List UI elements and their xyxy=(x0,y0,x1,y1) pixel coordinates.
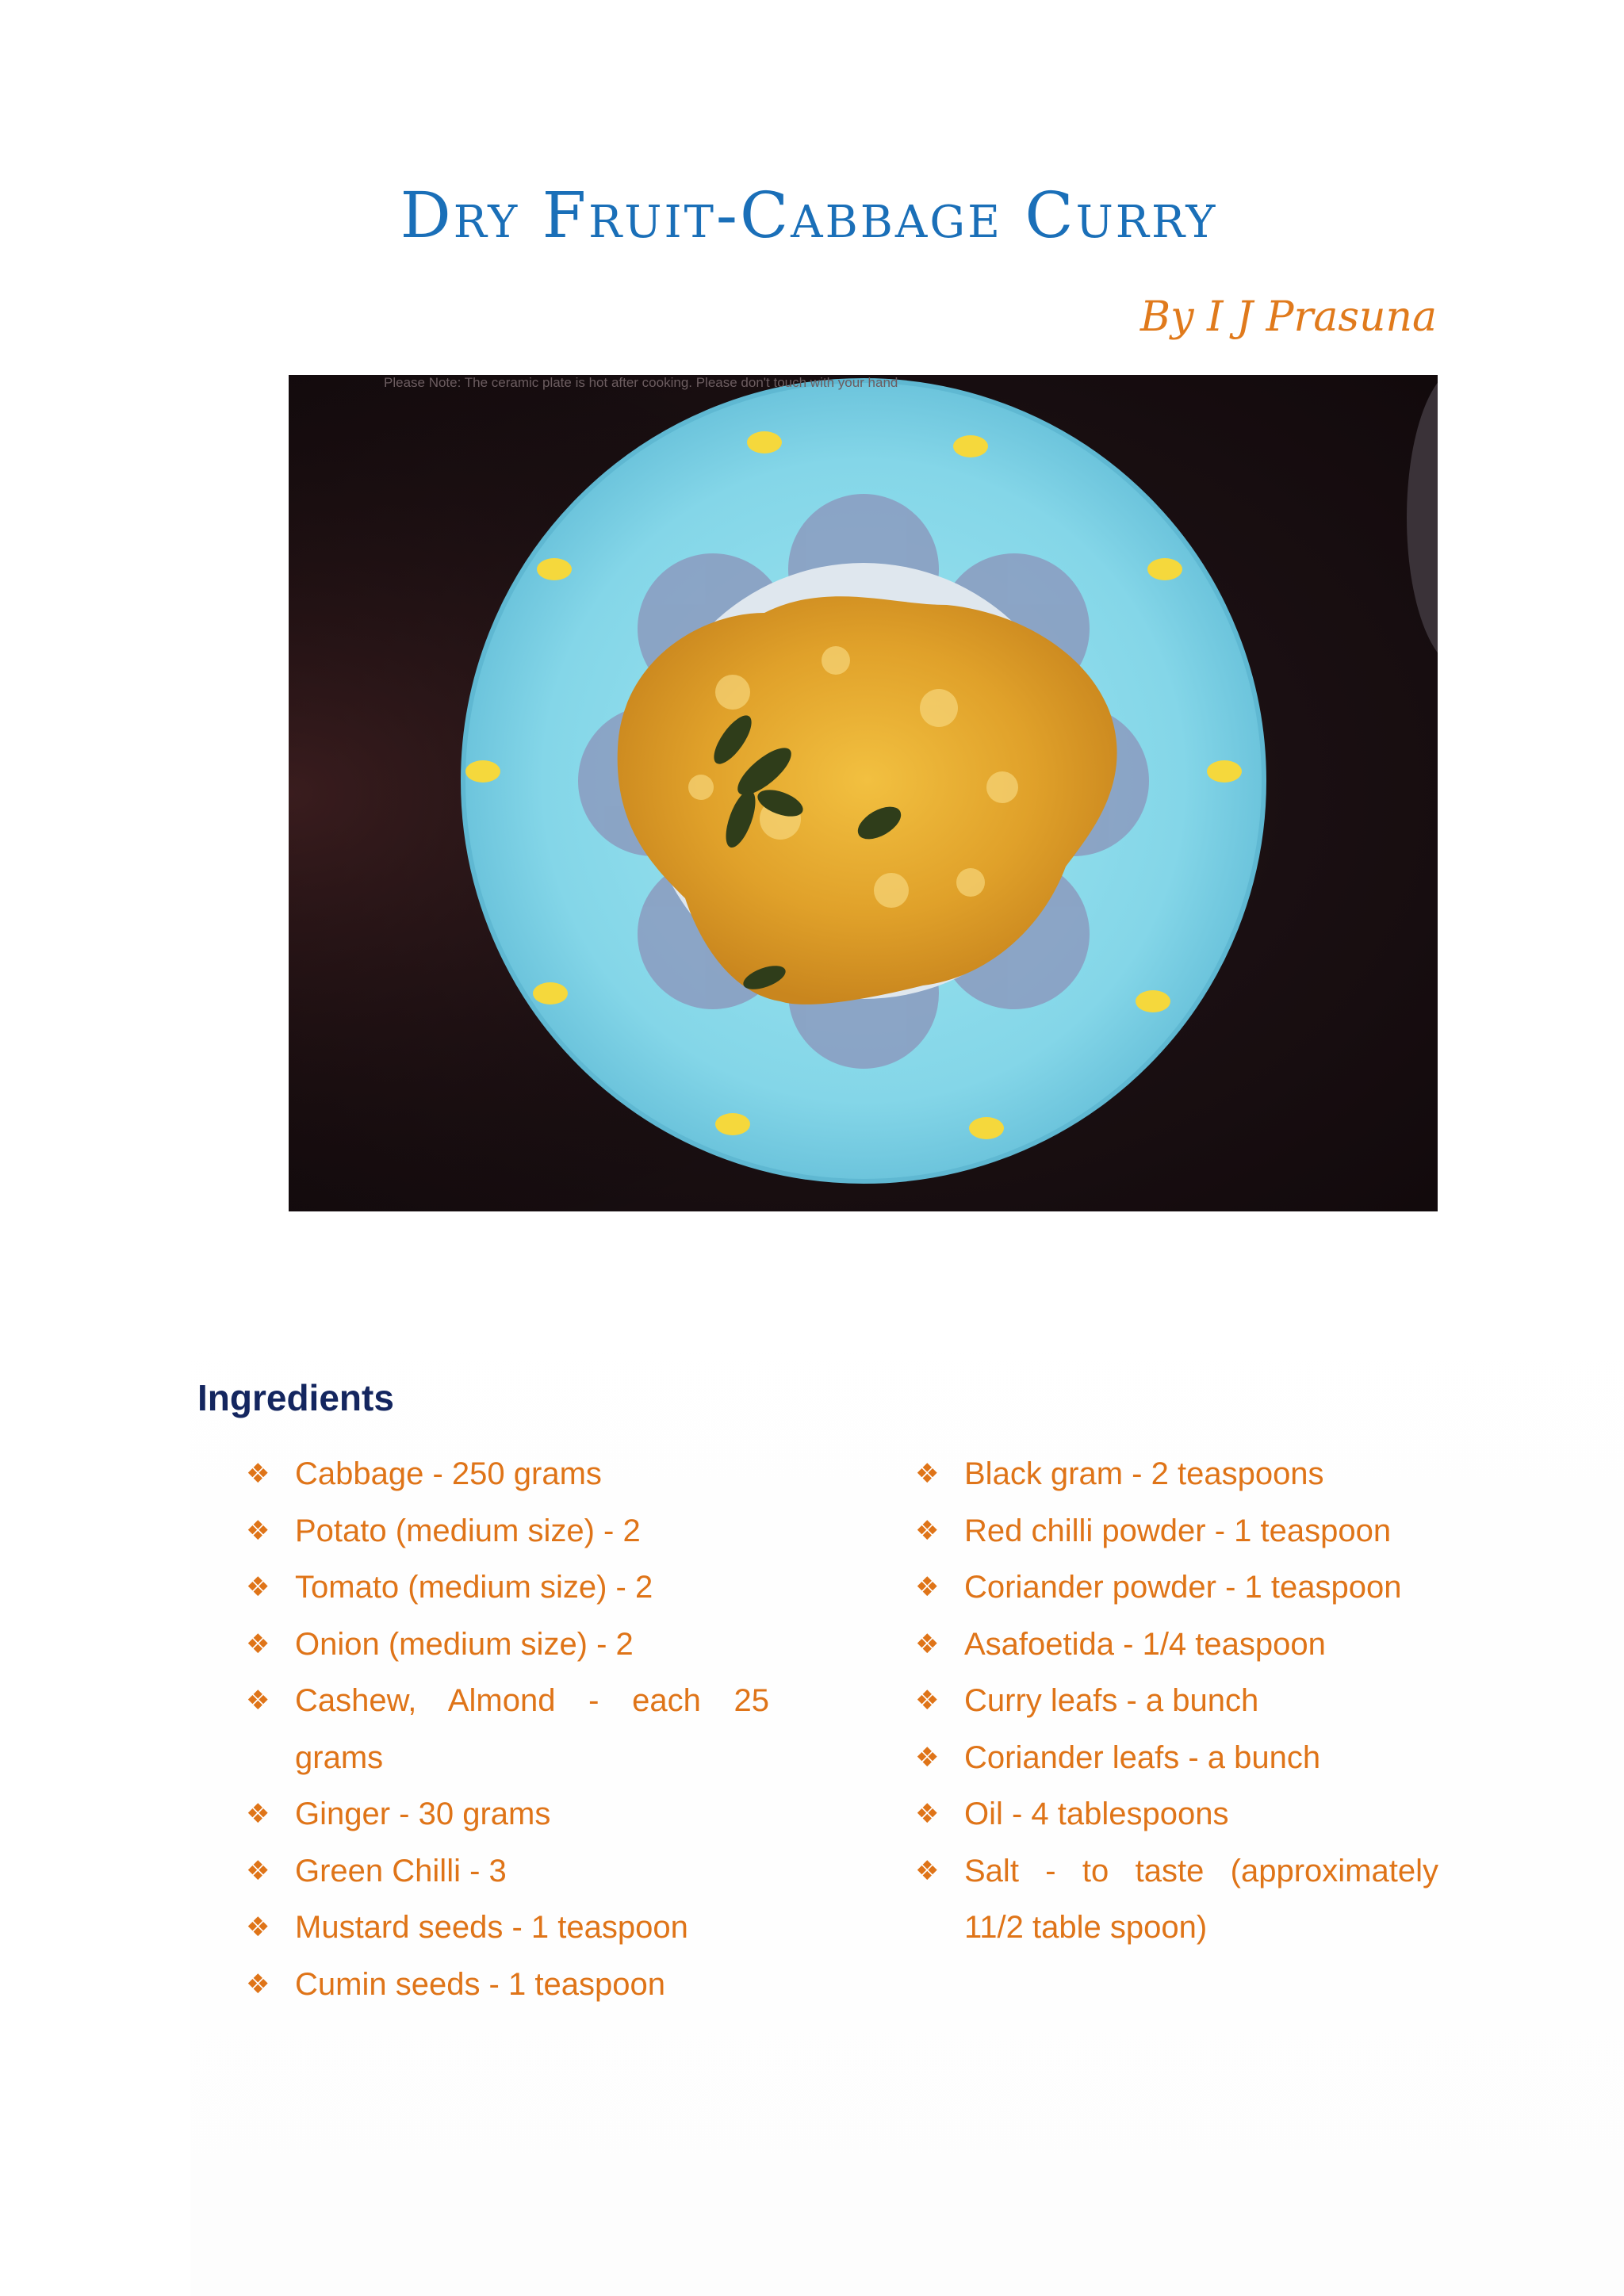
four-diamond-bullet-icon: ❖ xyxy=(915,1458,940,1490)
four-diamond-bullet-icon: ❖ xyxy=(915,1854,940,1887)
four-diamond-bullet-icon: ❖ xyxy=(246,1968,270,2000)
list-item: ❖ Oil - 4 tablespoons xyxy=(915,1786,1438,1843)
list-item: ❖ Curry leafs - a bunch xyxy=(915,1673,1438,1730)
recipe-author: By I J Prasuna xyxy=(1139,293,1437,341)
photo-caption: Please Note: The ceramic plate is hot after cooking. Please don't touch with your hand xyxy=(384,375,898,390)
four-diamond-bullet-icon: ❖ xyxy=(246,1628,270,1660)
ingredients-list-left xyxy=(246,1446,769,2013)
four-diamond-bullet-icon: ❖ xyxy=(246,1854,270,1887)
list-item: ❖ Coriander leafs - a bunch xyxy=(915,1730,1438,1787)
four-diamond-bullet-icon: ❖ xyxy=(246,1685,270,1716)
four-diamond-bullet-icon: ❖ xyxy=(246,1798,270,1830)
list-item: ❖ Cashew, Almond - each 25 grams xyxy=(246,1673,769,1786)
list-item: ❖ Potato (medium size) - 2 xyxy=(246,1503,769,1560)
four-diamond-bullet-icon: ❖ xyxy=(915,1628,940,1660)
four-diamond-bullet-icon: ❖ xyxy=(915,1741,940,1774)
four-diamond-bullet-icon: ❖ xyxy=(246,1458,270,1490)
dish-photo-illustration xyxy=(289,375,1438,1211)
four-diamond-bullet-icon: ❖ xyxy=(915,1685,940,1716)
list-item: ❖ Ginger - 30 grams xyxy=(246,1786,769,1843)
list-item: ❖ Tomato (medium size) - 2 xyxy=(246,1559,769,1617)
four-diamond-bullet-icon: ❖ xyxy=(246,1911,270,1943)
list-item: ❖ Black gram - 2 teaspoons xyxy=(915,1446,1438,1503)
four-diamond-bullet-icon: ❖ xyxy=(915,1514,940,1547)
list-item: ❖ Cabbage - 250 grams xyxy=(246,1446,769,1503)
four-diamond-bullet-icon: ❖ xyxy=(246,1514,270,1547)
list-item: ❖ Salt - to taste (approximately 11/2 table spoon) xyxy=(915,1843,1438,1957)
recipe-title: Dry Fruit-Cabbage Curry xyxy=(400,178,1218,252)
four-diamond-bullet-icon: ❖ xyxy=(915,1571,940,1603)
four-diamond-bullet-icon: ❖ xyxy=(915,1798,940,1830)
list-item: ❖ Green Chilli - 3 xyxy=(246,1843,769,1900)
dish-photo xyxy=(289,375,1438,1211)
list-item: ❖ Coriander powder - 1 teaspoon xyxy=(915,1559,1438,1617)
ingredients-list-right xyxy=(915,1446,1438,1957)
list-item: ❖ Onion (medium size) - 2 xyxy=(246,1617,769,1674)
list-item: ❖ Mustard seeds - 1 teaspoon xyxy=(246,1900,769,1957)
list-item: ❖ Red chilli powder - 1 teaspoon xyxy=(915,1503,1438,1560)
ingredients-heading: Ingredients xyxy=(197,1377,394,1418)
four-diamond-bullet-icon: ❖ xyxy=(246,1571,270,1603)
list-item: ❖ Asafoetida - 1/4 teaspoon xyxy=(915,1617,1438,1674)
list-item: ❖ Cumin seeds - 1 teaspoon xyxy=(246,1957,769,2014)
